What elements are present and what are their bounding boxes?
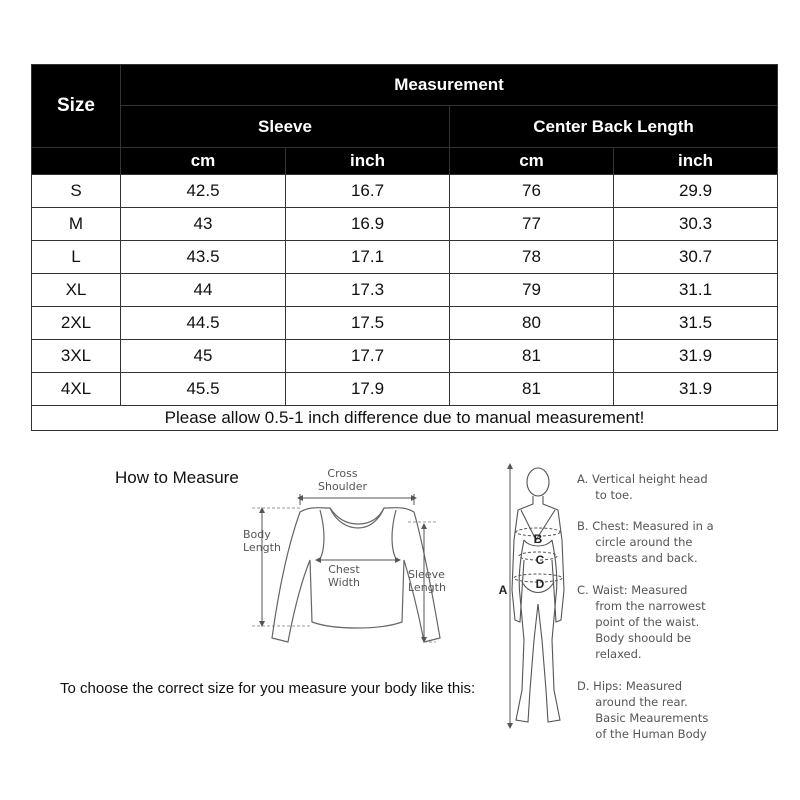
measurement-header: Measurement: [121, 65, 778, 106]
point-d-label: D: [535, 577, 545, 591]
cross-shoulder-label: Cross Shoulder: [318, 467, 367, 493]
length-inch-cell: 31.9: [614, 340, 778, 373]
sleeve-inch-cell: 17.9: [286, 373, 450, 406]
measure-instruction: To choose the correct size for you measure your body like this:: [60, 680, 476, 697]
unit-header: cm: [121, 148, 286, 175]
unit-header: cm: [450, 148, 614, 175]
length-cm-cell: 77: [450, 208, 614, 241]
sleeve-inch-cell: 17.5: [286, 307, 450, 340]
note-c: C. Waist: Measured from the narrowest point of the waist. Body shoould be relaxed.: [577, 583, 706, 661]
length-cm-cell: 80: [450, 307, 614, 340]
unit-header: inch: [614, 148, 778, 175]
sleeve-header: Sleeve: [121, 106, 450, 148]
sleeve-cm-cell: 45.5: [121, 373, 286, 406]
size-cell: S: [32, 175, 121, 208]
point-c-label: C: [535, 553, 545, 567]
body-length-label: Body Length: [243, 528, 281, 554]
length-inch-cell: 30.3: [614, 208, 778, 241]
sleeve-cm-cell: 43: [121, 208, 286, 241]
sleeve-inch-cell: 17.1: [286, 241, 450, 274]
size-cell: 3XL: [32, 340, 121, 373]
note-a: A. Vertical height head to toe.: [577, 472, 708, 502]
sleeve-inch-cell: 17.7: [286, 340, 450, 373]
sleeve-cm-cell: 45: [121, 340, 286, 373]
size-cell: M: [32, 208, 121, 241]
size-cell: L: [32, 241, 121, 274]
length-inch-cell: 30.7: [614, 241, 778, 274]
length-cm-cell: 81: [450, 373, 614, 406]
point-a-label: A: [498, 583, 508, 597]
sleeve-inch-cell: 16.7: [286, 175, 450, 208]
length-inch-cell: 31.1: [614, 274, 778, 307]
center-back-length-header: Center Back Length: [450, 106, 778, 148]
unit-header: inch: [286, 148, 450, 175]
sleeve-cm-cell: 42.5: [121, 175, 286, 208]
length-inch-cell: 29.9: [614, 175, 778, 208]
human-body-icon: [512, 468, 564, 722]
sleeve-length-label: Sleeve Length: [408, 568, 446, 594]
length-inch-cell: 31.5: [614, 307, 778, 340]
size-cell: 2XL: [32, 307, 121, 340]
length-cm-cell: 78: [450, 241, 614, 274]
sleeve-cm-cell: 44.5: [121, 307, 286, 340]
size-header: Size: [32, 65, 121, 148]
note-d: D. Hips: Measured around the rear. Basic Meaurements of the Human Body: [577, 679, 709, 741]
sleeve-cm-cell: 44: [121, 274, 286, 307]
how-to-measure-title: How to Measure: [115, 468, 239, 487]
length-cm-cell: 81: [450, 340, 614, 373]
sleeve-cm-cell: 43.5: [121, 241, 286, 274]
length-inch-cell: 31.9: [614, 373, 778, 406]
chest-width-label: Chest Width: [328, 563, 360, 589]
sleeve-inch-cell: 17.3: [286, 274, 450, 307]
sleeve-inch-cell: 16.9: [286, 208, 450, 241]
point-b-label: B: [533, 532, 543, 546]
note-b: B. Chest: Measured in a circle around the breasts and back.: [577, 519, 714, 565]
size-cell: 4XL: [32, 373, 121, 406]
measurement-disclaimer: Please allow 0.5-1 inch difference due to manual measurement!: [32, 406, 778, 431]
length-cm-cell: 79: [450, 274, 614, 307]
length-cm-cell: 76: [450, 175, 614, 208]
size-cell: XL: [32, 274, 121, 307]
